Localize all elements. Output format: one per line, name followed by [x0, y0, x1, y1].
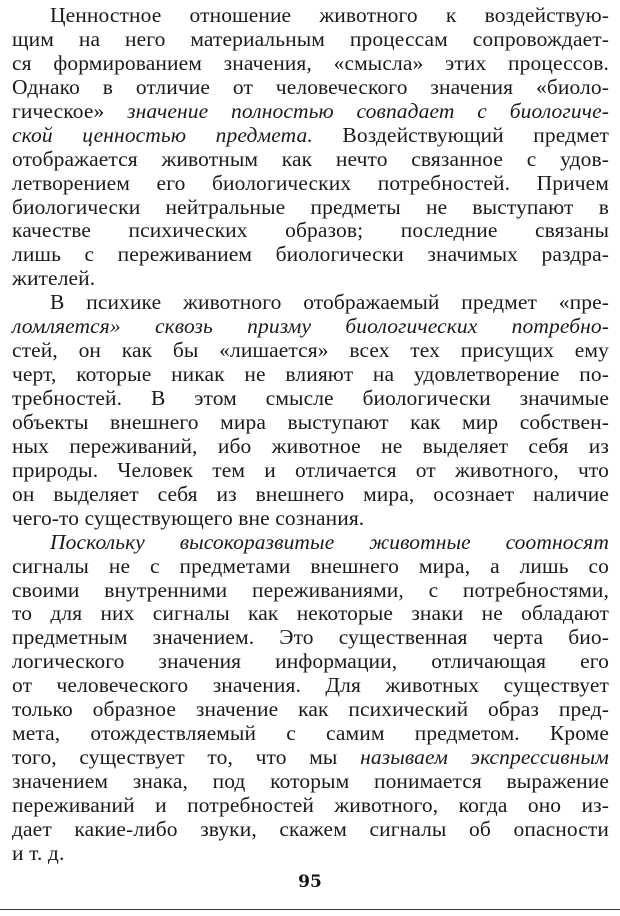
- text-line: [12, 28, 609, 52]
- paragraph-first-line: [12, 531, 609, 555]
- text-segment: жителей.: [12, 266, 96, 291]
- text-segment: он выделяет себя из внешнего мира, осознает наличие: [12, 481, 609, 506]
- text-line: [12, 148, 609, 172]
- text-segment: ных переживаний, ибо животное не выделяет себя из: [12, 433, 609, 458]
- text-segment: мета, отождествляемый с самим предметом. Кроме: [12, 721, 609, 746]
- text-segment: то для них сигналы как некоторые знаки не обладают: [12, 601, 609, 626]
- text-segment: гическое»: [12, 98, 128, 123]
- text-segment: предметным значением. Это существенная черта био-: [12, 625, 609, 650]
- italic-text-segment: ломляется» сквозь призму биологических потребно-: [12, 314, 609, 339]
- text-line: [12, 435, 609, 459]
- text-line: [12, 674, 609, 698]
- text-line: [12, 315, 609, 339]
- text-line: [12, 507, 609, 531]
- text-line: [12, 555, 609, 579]
- text-line: [12, 172, 609, 196]
- text-line: [12, 602, 609, 626]
- text-line: [12, 579, 609, 603]
- text-segment: Воздействующий предмет: [312, 122, 609, 147]
- text-segment: В психике животного отображаемый предмет «пре-: [50, 290, 609, 315]
- text-line: [12, 363, 609, 387]
- paragraph-first-line: [12, 4, 609, 28]
- text-line: [12, 124, 609, 148]
- text-line: [12, 842, 609, 866]
- text-segment: дает какие-либо звуки, скажем сигналы об опасности: [12, 816, 609, 841]
- text-line: [12, 483, 609, 507]
- italic-text-segment: Поскольку высокоразвитые животные соотносят: [50, 529, 609, 554]
- text-line: [12, 459, 609, 483]
- page-bottom-rule: [0, 909, 620, 910]
- text-segment: Однако в отличие от человеческого значения «биоло-: [12, 74, 609, 99]
- text-segment: от человеческого значения. Для животных существует: [12, 673, 609, 698]
- text-line: [12, 770, 609, 794]
- text-line: [12, 387, 609, 411]
- italic-text-segment: значение полностью совпадает с биологиче-: [127, 98, 610, 123]
- text-segment: чего-то существующего вне сознания.: [12, 505, 365, 530]
- text-line: [12, 650, 609, 674]
- text-line: [12, 267, 609, 291]
- italic-text-segment: ской ценностью предмета.: [12, 122, 313, 147]
- text-line: [12, 52, 609, 76]
- text-line: [12, 76, 609, 100]
- text-segment: и т. д.: [12, 840, 65, 865]
- text-line: [12, 100, 609, 124]
- text-line: [12, 243, 609, 267]
- text-line: [12, 698, 609, 722]
- text-segment: биологически нейтральные предметы не выступают в: [12, 194, 609, 219]
- text-segment: лишь с переживанием биологически значимых раздра-: [12, 242, 609, 267]
- text-segment: требностей. В этом смысле биологически значимые: [12, 386, 609, 410]
- page-number: 95: [298, 872, 322, 892]
- text-line: [12, 339, 609, 363]
- paragraph-first-line: [12, 291, 609, 315]
- text-segment: качестве психических образов; последние связаны: [12, 218, 609, 243]
- text-line: [12, 722, 609, 746]
- text-segment: Ценностное отношение животного к воздействую-: [50, 3, 609, 27]
- text-segment: черт, которые никак не влияют на удовлетворение по-: [12, 362, 609, 387]
- text-line: [12, 818, 609, 842]
- page-body-text: [12, 4, 609, 866]
- text-line: [12, 219, 609, 243]
- text-segment: переживаний и потребностей животного, когда оно из-: [12, 792, 609, 817]
- text-segment: летворением его биологических потребностей. Причем: [12, 170, 609, 195]
- text-segment: того, существует то, что мы: [12, 745, 361, 770]
- italic-text-segment: называем экспрессивным: [360, 745, 609, 770]
- text-segment: только образное значение как психический образ пред-: [12, 697, 609, 722]
- text-line: [12, 411, 609, 435]
- text-segment: отображается животным как нечто связанное с удов-: [12, 146, 609, 171]
- text-segment: своими внутренними переживаниями, с потребностями,: [12, 577, 609, 602]
- text-segment: логического значения информации, отличающая его: [12, 649, 609, 674]
- text-line: [12, 196, 609, 220]
- text-segment: ся формированием значения, «смысла» этих процессов.: [12, 50, 609, 75]
- text-segment: стей, он как бы «лишается» всех тех присущих ему: [12, 338, 609, 363]
- text-line: [12, 626, 609, 650]
- text-segment: сигналы не с предметами внешнего мира, а лишь со: [12, 553, 609, 578]
- text-line: [12, 794, 609, 818]
- text-segment: объекты внешнего мира выступают как мир собствен-: [12, 409, 609, 434]
- text-segment: щим на него материальным процессам сопровождает-: [12, 26, 609, 51]
- text-line: [12, 746, 609, 770]
- text-segment: значением знака, под которым понимается выражение: [12, 769, 609, 793]
- text-segment: природы. Человек тем и отличается от животного, что: [12, 457, 609, 482]
